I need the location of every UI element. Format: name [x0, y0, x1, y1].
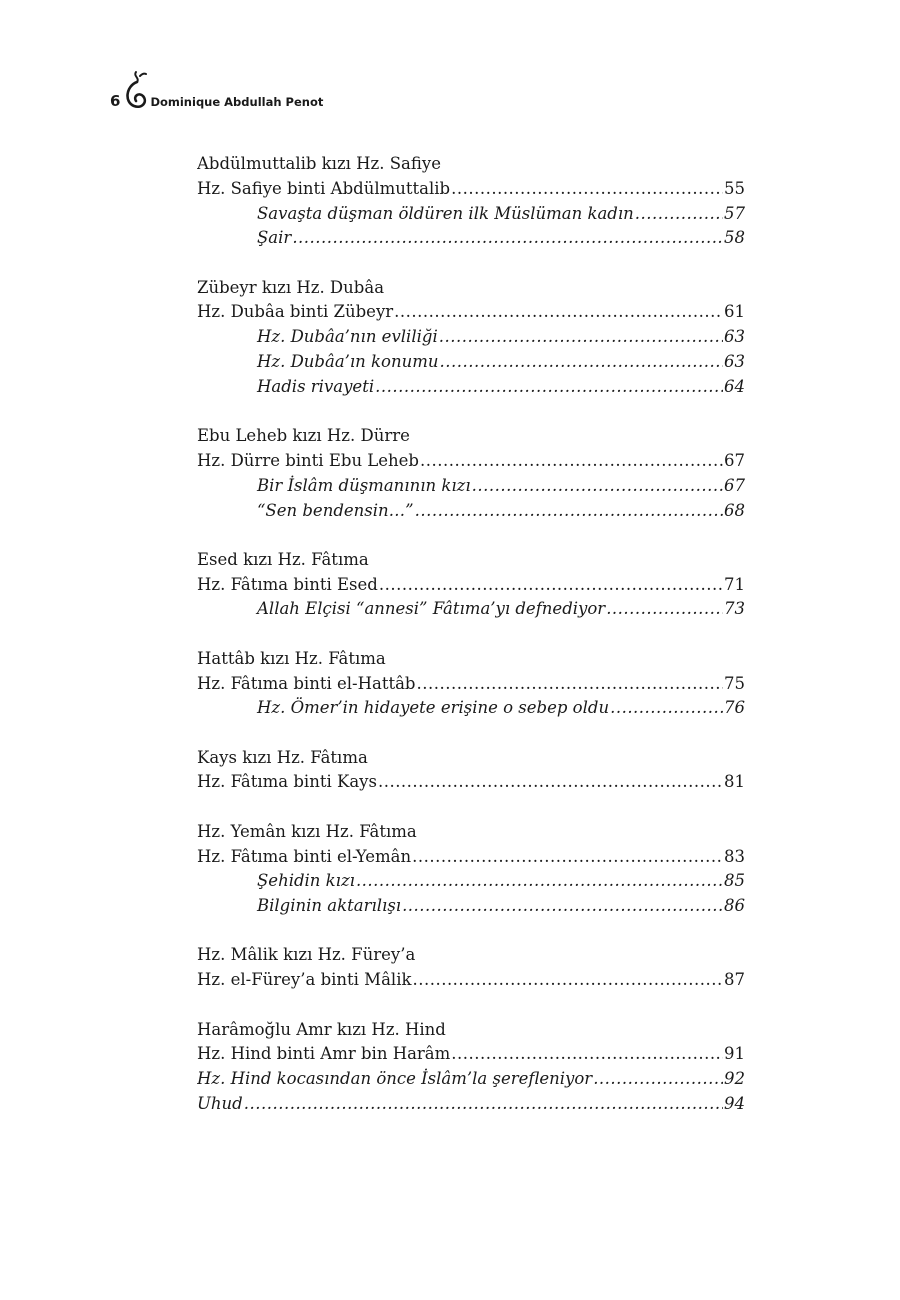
toc-section-heading: Kays kızı Hz. Fâtıma: [197, 747, 368, 767]
toc-entry[interactable]: [197, 597, 745, 622]
toc-entry[interactable]: [197, 375, 745, 400]
toc-entry-title: Hz. Safiye binti Abdülmuttalib: [197, 178, 451, 198]
toc-section-heading: Harâmoğlu Amr kızı Hz. Hind: [197, 1019, 446, 1039]
toc-section: [197, 152, 745, 251]
dot-leader: [593, 1067, 723, 1092]
toc-section: [197, 820, 745, 919]
toc-section: [197, 1018, 745, 1117]
dot-leader: [415, 499, 723, 524]
dot-leader: [472, 474, 723, 499]
toc-entry[interactable]: [197, 177, 745, 202]
toc-section-heading: Hattâb kızı Hz. Fâtıma: [197, 648, 386, 668]
toc-entry[interactable]: [197, 300, 745, 325]
toc-entry-title: Hz. Ömer’in hidayete erişine o sebep oldu: [257, 698, 610, 718]
toc-entry-title: Hz. el-Fürey’a binti Mâlik: [197, 970, 412, 990]
dot-leader: [356, 869, 723, 894]
toc-entry-page-number: 81: [724, 772, 745, 792]
dot-leader: [440, 350, 723, 375]
toc-entry[interactable]: [197, 226, 745, 251]
toc-entry[interactable]: [197, 573, 745, 598]
toc-entry-title: Hz. Dürre binti Ebu Leheb: [197, 450, 419, 470]
toc-entry[interactable]: [197, 968, 745, 993]
toc-section: [197, 943, 745, 993]
toc-section: [197, 746, 745, 796]
toc-section: [197, 548, 745, 622]
toc-entry-page-number: 67: [724, 475, 745, 495]
toc-entry-title: Hz. Fâtıma binti Esed: [197, 574, 378, 594]
toc-entry[interactable]: [197, 474, 745, 499]
toc-entry[interactable]: [197, 350, 745, 375]
toc-entry-page-number: 91: [724, 1044, 745, 1064]
toc-section-heading: Hz. Yemân kızı Hz. Fâtıma: [197, 821, 417, 841]
toc-entry-title: Hz. Hind binti Amr bin Harâm: [197, 1044, 451, 1064]
toc-entry-page-number: 68: [724, 500, 745, 520]
dot-leader: [451, 177, 723, 202]
toc-entry-page-number: 67: [724, 450, 745, 470]
page-number: 6: [110, 92, 121, 110]
toc-entry-page-number: 63: [724, 327, 745, 347]
toc-entry-page-number: 63: [724, 352, 745, 372]
toc-entry[interactable]: [197, 770, 745, 795]
toc-entry-page-number: 57: [724, 203, 745, 223]
dot-leader: [375, 375, 723, 400]
dot-leader: [606, 597, 723, 622]
calligraphic-swirl-logo-icon: [122, 68, 150, 112]
toc-entry-title: Bir İslâm düşmanının kızı: [257, 475, 471, 495]
toc-section-heading: Zübeyr kızı Hz. Dubâa: [197, 277, 385, 297]
toc-entry-title: Şehidin kızı: [257, 871, 355, 891]
toc-section-heading: Hz. Mâlik kızı Hz. Fürey’a: [197, 945, 416, 965]
toc-entry-page-number: 64: [724, 376, 745, 396]
toc-entry-title: Allah Elçisi “annesi” Fâtıma’yı defnediyor: [257, 599, 606, 619]
dot-leader: [412, 968, 723, 993]
toc-entry[interactable]: [197, 845, 745, 870]
dot-leader: [417, 672, 724, 697]
toc-entry-page-number: 87: [724, 970, 745, 990]
dot-leader: [378, 770, 723, 795]
toc-entry[interactable]: [197, 1042, 745, 1067]
toc-entry-page-number: 76: [724, 698, 745, 718]
toc-entry-page-number: 94: [724, 1093, 745, 1113]
toc-entry[interactable]: [197, 894, 745, 919]
toc-entry[interactable]: [197, 325, 745, 350]
toc-entry[interactable]: [197, 202, 745, 227]
toc-entry-page-number: 75: [724, 673, 745, 693]
toc-entry-title: Hz. Fâtıma binti Kays: [197, 772, 377, 792]
running-header: [110, 68, 323, 112]
toc-entry-title: Hz. Dubâa’ın konumu: [257, 352, 439, 372]
dot-leader: [402, 894, 723, 919]
toc-entry[interactable]: [197, 1092, 745, 1117]
toc-entry-page-number: 83: [724, 846, 745, 866]
toc-entry-title: Hz. Fâtıma binti el-Hattâb: [197, 673, 416, 693]
toc-entry-page-number: 85: [724, 871, 745, 891]
toc-entry-page-number: 55: [724, 178, 745, 198]
toc-entry-title: Hz. Hind kocasından önce İslâm’la şerefleniyor: [197, 1069, 593, 1089]
toc-section: [197, 647, 745, 721]
toc-section-heading: Ebu Leheb kızı Hz. Dürre: [197, 426, 410, 446]
table-of-contents: [197, 152, 745, 1141]
toc-entry-page-number: 71: [724, 574, 745, 594]
dot-leader: [610, 696, 723, 721]
toc-section-heading: Abdülmuttalib kızı Hz. Safiye: [197, 154, 441, 173]
dot-leader: [379, 573, 723, 598]
toc-entry-title: Uhud: [197, 1093, 243, 1113]
toc-entry-title: Şair: [257, 228, 292, 248]
toc-entry-title: Hz. Dubâa’nın evliliği: [257, 327, 438, 347]
toc-entry-page-number: 61: [724, 302, 745, 322]
toc-entry-page-number: 92: [724, 1069, 745, 1089]
toc-entry-page-number: 73: [724, 599, 745, 619]
toc-entry-title: Bilginin aktarılışı: [257, 896, 402, 916]
dot-leader: [412, 845, 723, 870]
dot-leader: [451, 1042, 723, 1067]
author-name: Dominique Abdullah Penot: [150, 95, 324, 109]
toc-entry[interactable]: [197, 449, 745, 474]
dot-leader: [439, 325, 723, 350]
toc-entry[interactable]: [197, 869, 745, 894]
toc-entry-page-number: 58: [724, 228, 745, 248]
toc-section-heading: Esed kızı Hz. Fâtıma: [197, 549, 369, 569]
toc-entry-title: Hz. Dubâa binti Zübeyr: [197, 302, 394, 322]
toc-entry[interactable]: [197, 672, 745, 697]
toc-entry[interactable]: [197, 1067, 745, 1092]
toc-entry-title: Savaşta düşman öldüren ilk Müslüman kadın: [257, 203, 634, 223]
dot-leader: [292, 226, 723, 251]
toc-entry-title: Hz. Fâtıma binti el-Yemân: [197, 846, 412, 866]
toc-entry[interactable]: [197, 499, 745, 524]
dot-leader: [394, 300, 723, 325]
dot-leader: [635, 202, 723, 227]
toc-section: [197, 276, 745, 400]
dot-leader: [244, 1092, 723, 1117]
toc-entry[interactable]: [197, 696, 745, 721]
toc-entry-title: “Sen bendensin…”: [257, 500, 414, 520]
dot-leader: [420, 449, 723, 474]
toc-entry-title: Hadis rivayeti: [257, 376, 375, 396]
toc-entry-page-number: 86: [724, 896, 745, 916]
toc-section: [197, 424, 745, 523]
